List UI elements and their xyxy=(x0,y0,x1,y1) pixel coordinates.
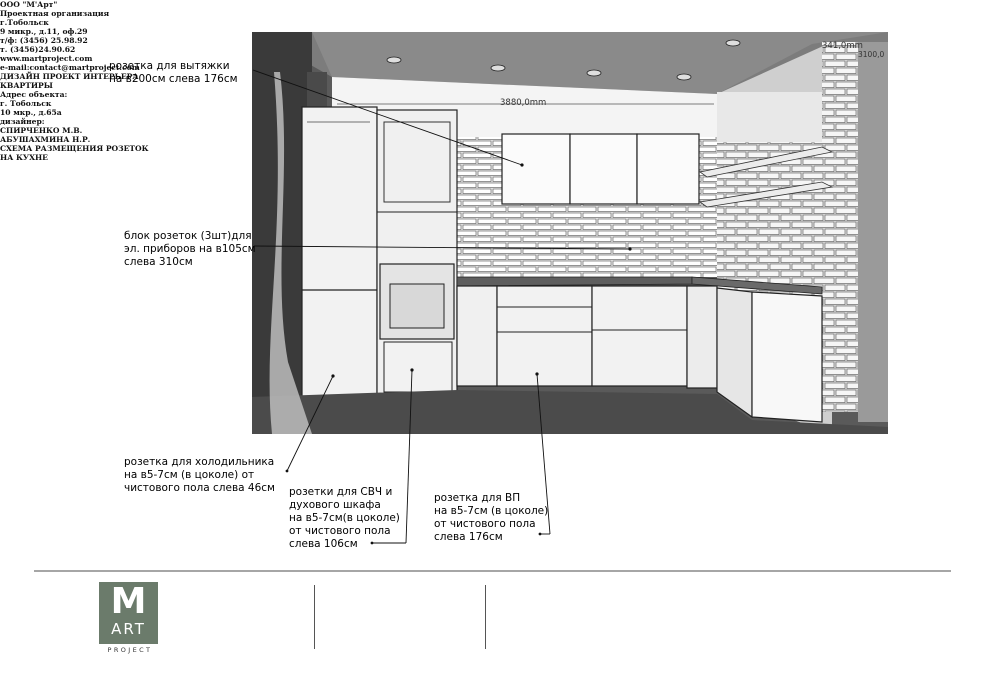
side-dimension: 341,0mm xyxy=(822,41,863,51)
sheet-title: СХЕМА РАЗМЕЩЕНИЯ РОЗЕТОК НА КУХНЕ xyxy=(0,144,149,162)
company-info: ООО "М'Арт" Проектная организация г.Тобольск 9 микр., д.11, оф.29 т/ф: (3456) 25.98.92 т. (3456)24.90.62 www.martproject.com e-mail:contact@martproject.com xyxy=(0,0,140,72)
company-logo xyxy=(99,582,158,644)
note-appliance-sockets: блок розеток (3шт)для эл. приборов на в105см слева 310см xyxy=(124,230,256,268)
kitchen-render xyxy=(252,32,888,434)
designers-block: дизайнер: СПИРЧЕНКО М.В. АБУШАХМИНА Н.Р. xyxy=(0,117,91,144)
footer-divider-1 xyxy=(314,585,315,649)
height-dimension: 3100,0 xyxy=(858,50,885,59)
note-hood-socket: розетка для вытяжки на в200см слева 176см xyxy=(109,60,238,85)
logo-subtitle: PROJECT xyxy=(107,646,153,654)
project-title: ДИЗАЙН ПРОЕКТ ИНТЕРЬЕРА КВАРТИРЫ xyxy=(0,72,139,90)
object-address: Адрес объекта: г. Тобольск 10 мкр., д.65а xyxy=(0,90,68,117)
note-fridge-socket: розетка для холодильника на в5-7см (в цоколе) от чистового пола слева 46см xyxy=(124,456,275,494)
logo-word: ART xyxy=(111,620,146,638)
note-dishwasher-socket: розетка для ВП на в5-7см (в цоколе) от чистового пола слева 176см xyxy=(434,492,549,543)
width-dimension: 3880,0mm xyxy=(500,98,547,108)
note-microwave-oven-sockets: розетки для СВЧ и духового шкафа на в5-7см(в цоколе) от чистового пола слева 106см xyxy=(289,486,400,550)
logo-letter: M xyxy=(110,581,147,622)
footer-divider-2 xyxy=(485,585,486,649)
